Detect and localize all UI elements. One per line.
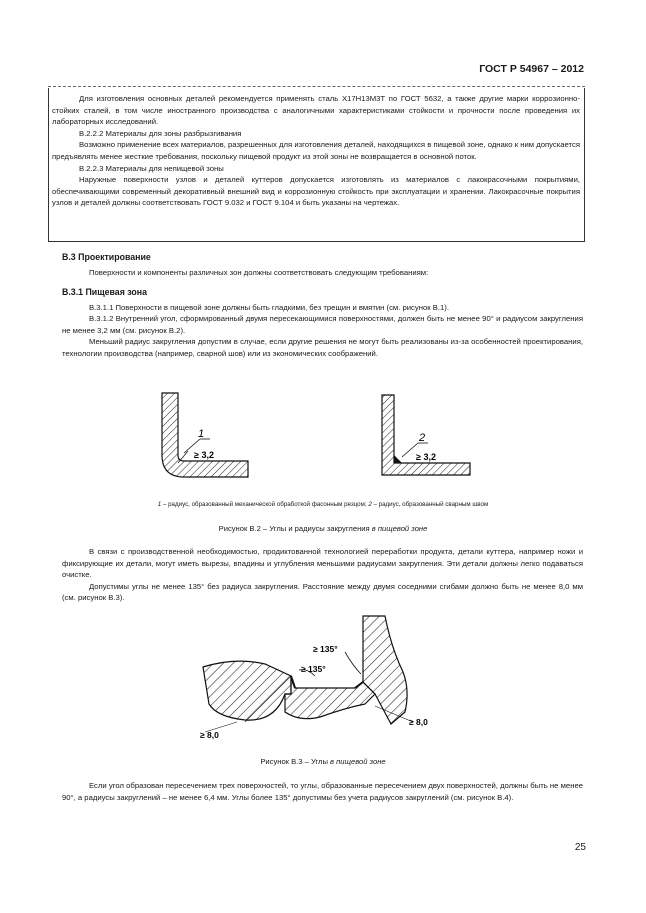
label-1: 1 <box>198 428 205 440</box>
figure-b2-drawing <box>140 385 480 485</box>
caption-italic: в пищевой зоне <box>330 757 386 766</box>
legend-text-2: – радиус, образованный сварным швом <box>371 501 489 508</box>
caption-main: Рисунок В.3 – Углы <box>260 757 331 766</box>
legend-text-1: – радиус, образованный механической обработкой фасонным резцом; <box>161 501 369 508</box>
section-final <box>62 780 583 803</box>
paragraph: Возможно применение всех материалов, разрешенных для изготовления деталей, находящихся в пищевой зоне, однако к ним допускается предъявлять менее жесткие требования, поскольку пищевой продукт из этой зоны не возвращается в основной поток. <box>52 140 580 161</box>
rounded-corner-profile <box>162 393 248 477</box>
legend-num-1: 1 <box>157 501 162 508</box>
figure-b3-drawing <box>195 612 445 742</box>
label-2: 2 <box>419 432 426 444</box>
section-after-b2 <box>62 546 583 604</box>
paragraph: В связи с производственной необходимостью, продиктованной технологией переработки продукта, детали куттера, например ножи и фиксирующие их детали, могут иметь вырезы, впадины и углубления меньшими радиусами закругления. Эти детали должны легко подаваться очистке. <box>62 547 583 580</box>
figure-b2-caption <box>0 524 646 533</box>
subsection-heading: В.2.2.3 Материалы для непищевой зоны <box>79 163 224 173</box>
paragraph: В.3.1.1 Поверхности в пищевой зоне должны быть гладкими, без трещин и вмятин (см. рисунок В.1). <box>89 302 449 312</box>
section-title: В.3 Проектирование <box>62 252 151 262</box>
figure-b3-caption <box>0 757 646 766</box>
angle-label-1: ≥ 135° <box>313 644 338 654</box>
subsection-title: В.3.1 Пищевая зона <box>62 286 148 297</box>
amendment-box <box>48 88 585 242</box>
dimension-label-1: ≥ 3,2 <box>194 450 214 460</box>
angle-label-2: ≥ 135° <box>301 664 326 674</box>
legend-num-2: 2 <box>368 501 372 508</box>
caption-main: Рисунок В.2 – Углы и радиусы закругления <box>218 524 372 533</box>
document-header: ГОСТ Р 54967 – 2012 <box>479 63 584 75</box>
paragraph: Меньший радиус закругления допустим в случае, если другие решения не могут быть реализованы из-за особенностей проектирования, технологии производства (например, сварной шов) или из экономических соображений. <box>62 337 583 358</box>
paragraph: Для изготовления основных деталей рекомендуется применять сталь Х17Н13М3Т по ГОСТ 5632, а также другие марки коррозионно-стойких сталей, в том числе иностранного производства с аналогичными характеристиками стойкости и прочности после проведения их лабораторных исследований. <box>52 94 580 127</box>
profile-right <box>363 616 407 724</box>
distance-label-2: ≥ 8,0 <box>409 717 428 727</box>
paragraph: Если угол образован пересечением трех поверхностей, то углы, образованные пересечением двух поверхностей, должны быть не менее 90°, а радиусы закруглений – не менее 6,4 мм. Углы более 135° допустимы без учета радиусов закруглений (см. рисунок В.4). <box>62 781 583 802</box>
page-number: 25 <box>574 842 586 853</box>
distance-label-1: ≥ 8,0 <box>200 730 219 740</box>
section-b3 <box>62 252 583 360</box>
subsection-heading: В.2.2.2 Материалы для зоны разбрызгивания <box>79 128 242 138</box>
caption-italic: в пищевой зоне <box>371 524 428 533</box>
figure-b2-legend <box>0 501 646 508</box>
paragraph: В.3.1.2 Внутренний угол, сформированный двумя пересекающимися поверхностями, должен быть не менее 90° и радиусом закругления не менее 3,2 мм (см. рисунок В.2). <box>62 314 583 335</box>
paragraph: Наружные поверхности узлов и деталей куттеров допускается изготовлять из материалов с лакокрасочными покрытиями, обеспечивающими современный декоративный внешний вид и коррозионную стойкость при эксплуатации и хранении. Лакокрасочные покрытия узлов и деталей должны соответствовать ГОСТ 9.032 и ГОСТ 9.104 и быть указаны на чертежах. <box>52 175 580 208</box>
paragraph: Допустимы углы не менее 135° без радиуса закругления. Расстояние между двумя соседними сгибами должно быть не менее 8,0 мм (см. рисунок В.3). <box>62 581 583 603</box>
dimension-label-2: ≥ 3,2 <box>416 452 436 462</box>
profile-bottom-left <box>203 661 291 720</box>
paragraph: Поверхности и компоненты различных зон должны соответствовать следующим требованиям: <box>89 268 429 277</box>
